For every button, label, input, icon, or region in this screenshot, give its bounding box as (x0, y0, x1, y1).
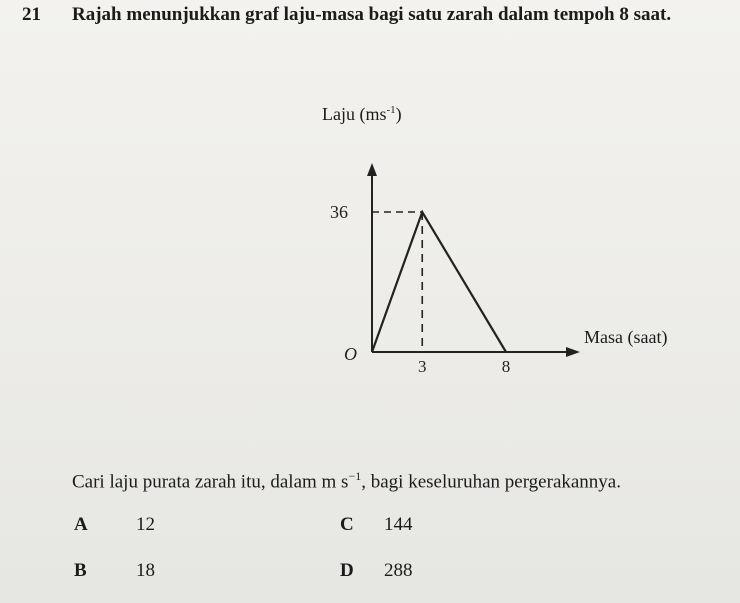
x-axis-label: Masa (saat) (584, 327, 668, 347)
question-prompt (72, 469, 621, 493)
y-axis-arrowhead (367, 163, 377, 176)
option-c-value: 144 (384, 514, 413, 535)
y-tick-label-36: 36 (330, 202, 348, 222)
option-b-letter: B (74, 560, 87, 581)
option-b-value: 18 (136, 560, 155, 581)
speed-series-line (372, 212, 506, 352)
x-tick-label-8: 8 (501, 357, 511, 376)
option-a-letter: A (74, 514, 88, 535)
question-number: 21 (22, 4, 41, 25)
origin-label: O (344, 344, 357, 364)
option-d-letter: D (340, 560, 354, 581)
y-axis-label-sup: -1 (386, 104, 396, 116)
x-axis-arrowhead (566, 347, 580, 357)
prompt-unit-sup: −1 (348, 469, 362, 483)
question-stem: Rajah menunjukkan graf laju-masa bagi satu zarah dalam tempoh 8 saat. (72, 4, 672, 25)
y-axis-label-end: ) (395, 104, 402, 124)
option-d-value: 288 (384, 560, 413, 581)
option-a-value: 12 (136, 514, 155, 535)
y-axis-label-text: Laju (ms (322, 104, 387, 124)
x-tick-label-3: 3 (418, 357, 427, 376)
prompt-text: Cari laju purata zarah itu, dalam m s (72, 471, 349, 493)
option-c-letter: C (340, 514, 354, 535)
prompt-text-end: , bagi keseluruhan pergerakannya. (361, 471, 621, 493)
